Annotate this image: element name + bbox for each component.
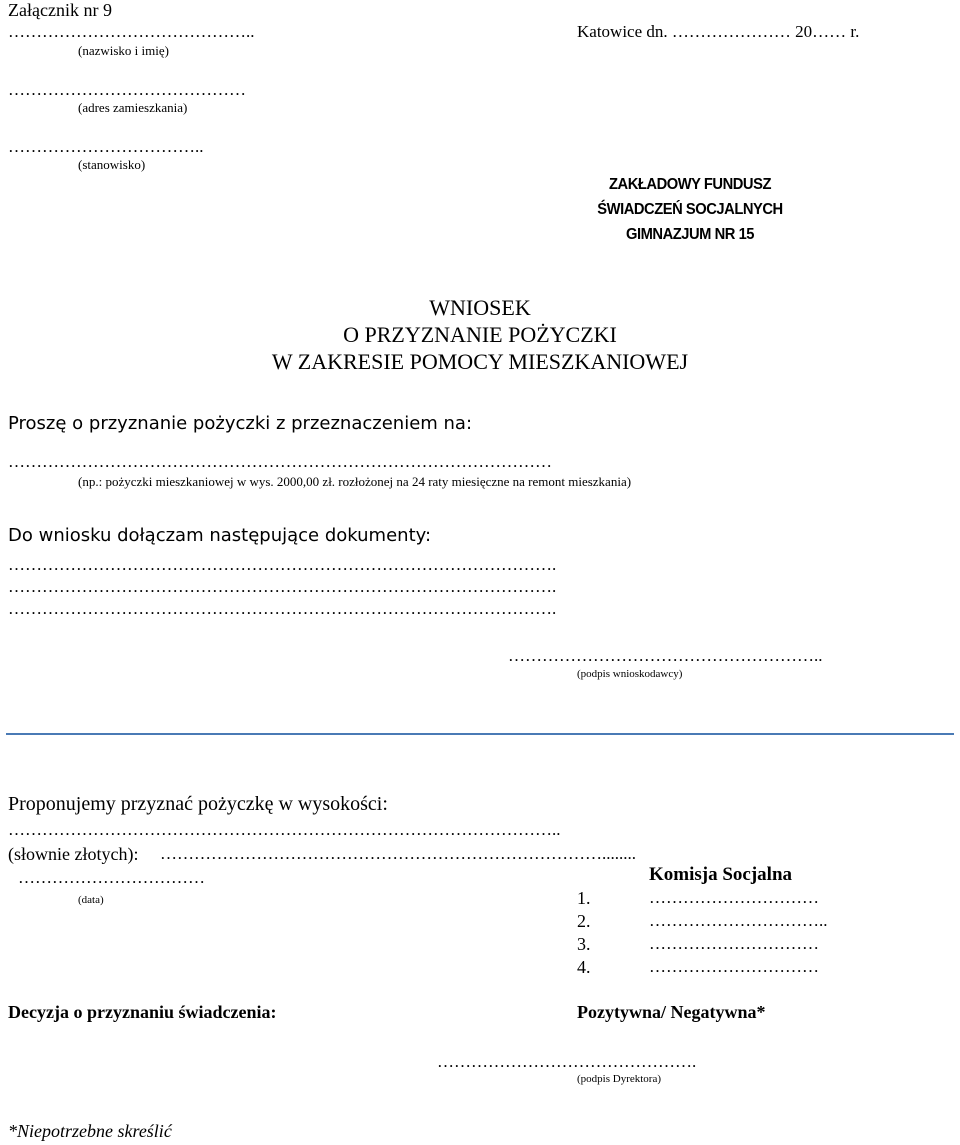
documents-text: Do wniosku dołączam następujące dokumenty:: [8, 525, 432, 546]
request-example: (np.: pożyczki mieszkaniowej w wys. 2000,00 zł. rozłożonej na 24 raty miesięczne na remont mieszkania): [78, 474, 632, 489]
date-dots: ……………………………: [18, 868, 205, 887]
fund-line-2: ŚWIADCZEŃ SOCJALNYCH: [597, 201, 783, 218]
documents-line-1: …………………………………………………………………………………….: [8, 555, 557, 574]
proposal-dots: ……………………………………………………………………………………..: [8, 820, 561, 839]
name-label: (nazwisko i imię): [78, 43, 169, 58]
city-date: Katowice dn. ………………… 20…… r.: [577, 22, 860, 41]
words-dots: ……………………………………………………………………........: [160, 844, 636, 863]
applicant-signature-dots: ………………………………………………..: [508, 646, 823, 665]
request-dots: ……………………………………………………………………………………: [8, 452, 552, 471]
request-text: Proszę o przyznanie pożyczki z przeznaczeniem na:: [8, 413, 473, 434]
address-dots: ……………………………………: [8, 80, 246, 99]
committee-title: Komisja Socjalna: [649, 864, 793, 885]
documents-line-2: …………………………………………………………………………………….: [8, 577, 557, 596]
section-divider: [6, 733, 954, 735]
words-label: (słownie złotych):: [8, 844, 139, 864]
committee-member-dots: …………………………..: [649, 911, 828, 930]
committee-member-number: 4.: [577, 957, 591, 977]
committee-member-number: 3.: [577, 934, 591, 954]
title-line-1: WNIOSEK: [429, 295, 531, 320]
decision-label: Decyzja o przyznaniu świadczenia:: [8, 1002, 277, 1022]
title-line-3: W ZAKRESIE POMOCY MIESZKANIOWEJ: [271, 349, 689, 374]
attachment-label: Załącznik nr 9: [8, 0, 112, 20]
proposal-text: Proponujemy przyznać pożyczkę w wysokości:: [8, 793, 388, 815]
title-line-2: O PRZYZNANIE POŻYCZKI: [343, 322, 617, 347]
date-label: (data): [78, 894, 104, 906]
footnote: *Niepotrzebne skreślić: [8, 1121, 172, 1141]
address-label: (adres zamieszkania): [78, 100, 188, 115]
fund-line-3: GIMNAZJUM NR 15: [625, 226, 755, 243]
fund-line-1: ZAKŁADOWY FUNDUSZ: [608, 176, 771, 193]
director-signature-label: (podpis Dyrektora): [577, 1073, 662, 1085]
position-label: (stanowisko): [78, 157, 146, 172]
applicant-signature-label: (podpis wnioskodawcy): [577, 668, 683, 680]
position-dots: ……………………………..: [8, 137, 204, 156]
committee-member-dots: …………………………: [649, 888, 819, 907]
committee-member-number: 2.: [577, 911, 591, 931]
committee-member-number: 1.: [577, 888, 591, 908]
committee-member-dots: …………………………: [649, 934, 819, 953]
decision-options: Pozytywna/ Negatywna*: [577, 1002, 766, 1022]
director-signature-dots: ……………………………………….: [437, 1052, 697, 1071]
name-dots: ……………………………………..: [8, 22, 255, 41]
documents-line-3: …………………………………………………………………………………….: [8, 599, 557, 618]
committee-member-dots: …………………………: [649, 957, 819, 976]
